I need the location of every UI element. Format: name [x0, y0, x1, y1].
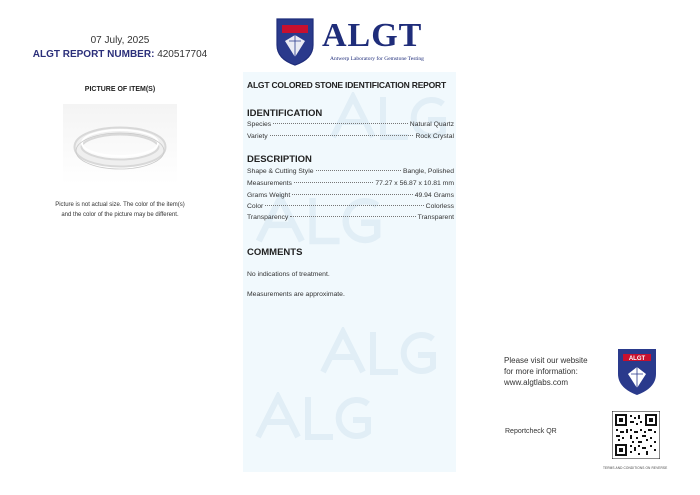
svg-text:ALGT: ALGT: [628, 356, 646, 362]
variety-value: Rock Crystal: [415, 133, 454, 140]
report-title: ALGT COLORED STONE IDENTIFICATION REPORT: [247, 80, 446, 90]
picture-note-line2: and the color of the picture may be different.: [61, 212, 179, 218]
shape-value: Bangle, Polished: [402, 168, 454, 175]
bangle-image: [63, 104, 177, 184]
leader-dots: [290, 216, 415, 217]
report-number-label: ALGT REPORT NUMBER:: [32, 49, 155, 60]
leader-dots: [270, 135, 414, 136]
weight-value: 49.94 Grams: [414, 192, 454, 199]
leader-dots: [265, 205, 423, 206]
weight-label: Grams Weight: [247, 192, 291, 199]
weight-row: [247, 192, 454, 199]
shape-row: [247, 168, 454, 175]
report-number-line: [0, 49, 240, 60]
measurements-row: [247, 180, 454, 187]
comment-line: No indications of treatment.: [247, 271, 330, 278]
description-heading: DESCRIPTION: [247, 154, 312, 165]
watermark-logo: [248, 392, 378, 442]
report-number-value: 420517704: [157, 49, 208, 60]
website-link[interactable]: www.algtlabs.com: [504, 378, 569, 387]
transparency-label: Transparency: [247, 214, 289, 221]
reportcheck-label: Reportcheck QR: [505, 428, 557, 435]
algt-shield-icon: [617, 348, 657, 396]
brand-tagline: Antwerp Laboratory for Gemstone Testing: [330, 56, 424, 62]
color-row: [247, 203, 454, 210]
comment-line: Measurements are approximate.: [247, 291, 345, 298]
brand-name: ALGT: [322, 17, 423, 54]
species-value: Natural Quartz: [409, 121, 454, 128]
measurements-label: Measurements: [247, 180, 292, 187]
qr-code-icon[interactable]: [612, 411, 660, 459]
visit-text-line2: for more information:: [504, 367, 578, 376]
report-date: 07 July, 2025: [90, 35, 150, 46]
variety-label: Variety: [247, 133, 268, 140]
leader-dots: [316, 170, 401, 171]
identification-heading: IDENTIFICATION: [247, 108, 323, 119]
color-value: Colorless: [425, 203, 454, 210]
transparency-row: [247, 214, 454, 221]
transparency-value: Transparent: [417, 214, 454, 221]
comments-heading: COMMENTS: [247, 247, 303, 258]
variety-row: [247, 133, 454, 140]
leader-dots: [294, 182, 373, 183]
terms-notice: TERMS AND CONDITIONS ON REVERSE: [603, 466, 668, 470]
visit-text-line1: Please visit our website: [504, 356, 588, 365]
shape-label: Shape & Cutting Style: [247, 168, 314, 175]
measurements-value: 77.27 x 56.87 x 10.81 mm: [375, 180, 454, 187]
watermark-logo: [313, 327, 443, 377]
leader-dots: [273, 123, 408, 124]
leader-dots: [292, 194, 412, 195]
picture-title: PICTURE OF ITEM(S): [84, 86, 156, 93]
picture-disclaimer: [38, 200, 202, 220]
picture-note-line1: Picture is not actual size. The color of the item(s): [55, 202, 185, 208]
species-label: Species: [247, 121, 272, 128]
color-label: Color: [247, 203, 264, 210]
species-row: [247, 121, 454, 128]
